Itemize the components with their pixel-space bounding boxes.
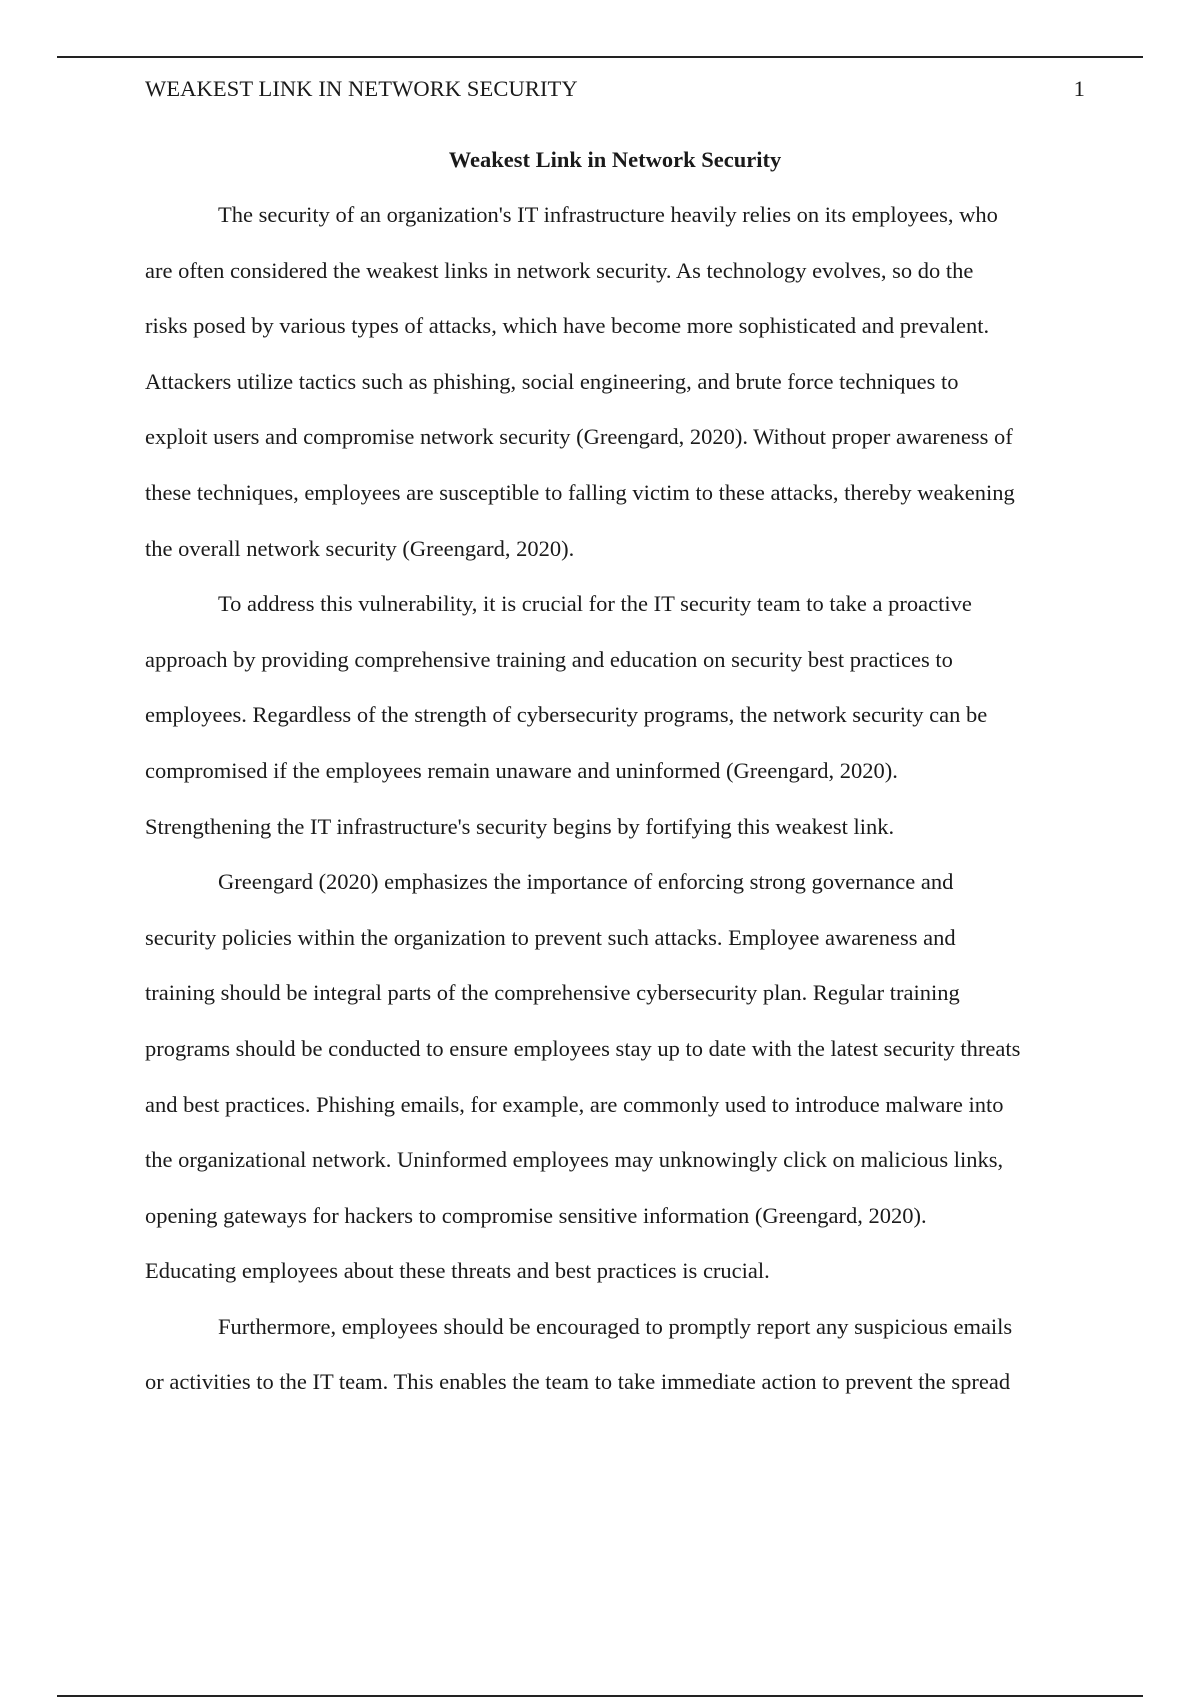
text-line: and best practices. Phishing emails, for example, are commonly used to introduce malware into [145, 1091, 1004, 1117]
text-line: employees. Regardless of the strength of cybersecurity programs, the network security can be [145, 702, 988, 728]
text-line: approach by providing comprehensive training and education on security best practices to [145, 646, 953, 672]
document-title: Weakest Link in Network Security [448, 147, 782, 172]
text-line: the organizational network. Uninformed employees may unknowingly click on malicious links, [145, 1147, 1004, 1173]
bottom-divider [57, 1695, 1143, 1697]
text-line: Furthermore, employees should be encouraged to promptly report any suspicious emails [218, 1313, 1013, 1339]
text-line: Educating employees about these threats and best practices is crucial. [145, 1258, 770, 1284]
document-body [145, 199, 1085, 1422]
text-line: Strengthening the IT infrastructure's security begins by fortifying this weakest link. [145, 813, 895, 839]
text-line: training should be integral parts of the comprehensive cybersecurity plan. Regular training [145, 980, 960, 1006]
text-line: or activities to the IT team. This enables the team to take immediate action to prevent the spread [145, 1369, 1011, 1395]
text-line: the overall network security (Greengard, 2020). [145, 535, 575, 561]
text-line: opening gateways for hackers to compromise sensitive information (Greengard, 2020). [145, 1202, 927, 1228]
running-head [145, 73, 1085, 105]
text-line: programs should be conducted to ensure employees stay up to date with the latest security threats [145, 1035, 1021, 1061]
text-line: exploit users and compromise network security (Greengard, 2020). Without proper awareness of [145, 424, 1013, 450]
text-line: Greengard (2020) emphasizes the importance of enforcing strong governance and [218, 869, 954, 895]
text-line: are often considered the weakest links in network security. As technology evolves, so do the [145, 257, 974, 283]
text-line: risks posed by various types of attacks, which have become more sophisticated and prevalent. [145, 313, 990, 339]
text-line: security policies within the organization to prevent such attacks. Employee awareness and [145, 924, 956, 950]
top-divider [57, 56, 1143, 58]
running-head-title: WEAKEST LINK IN NETWORK SECURITY [145, 76, 578, 101]
page-number: 1 [1073, 76, 1085, 101]
text-line: The security of an organization's IT infrastructure heavily relies on its employees, who [218, 202, 998, 227]
text-line: To address this vulnerability, it is crucial for the IT security team to take a proactive [218, 591, 972, 617]
text-line: Attackers utilize tactics such as phishing, social engineering, and brute force techniques to [145, 368, 959, 394]
text-line: compromised if the employees remain unaware and uninformed (Greengard, 2020). [145, 757, 898, 783]
text-line: these techniques, employees are susceptible to falling victim to these attacks, thereby weakening [145, 479, 1015, 505]
